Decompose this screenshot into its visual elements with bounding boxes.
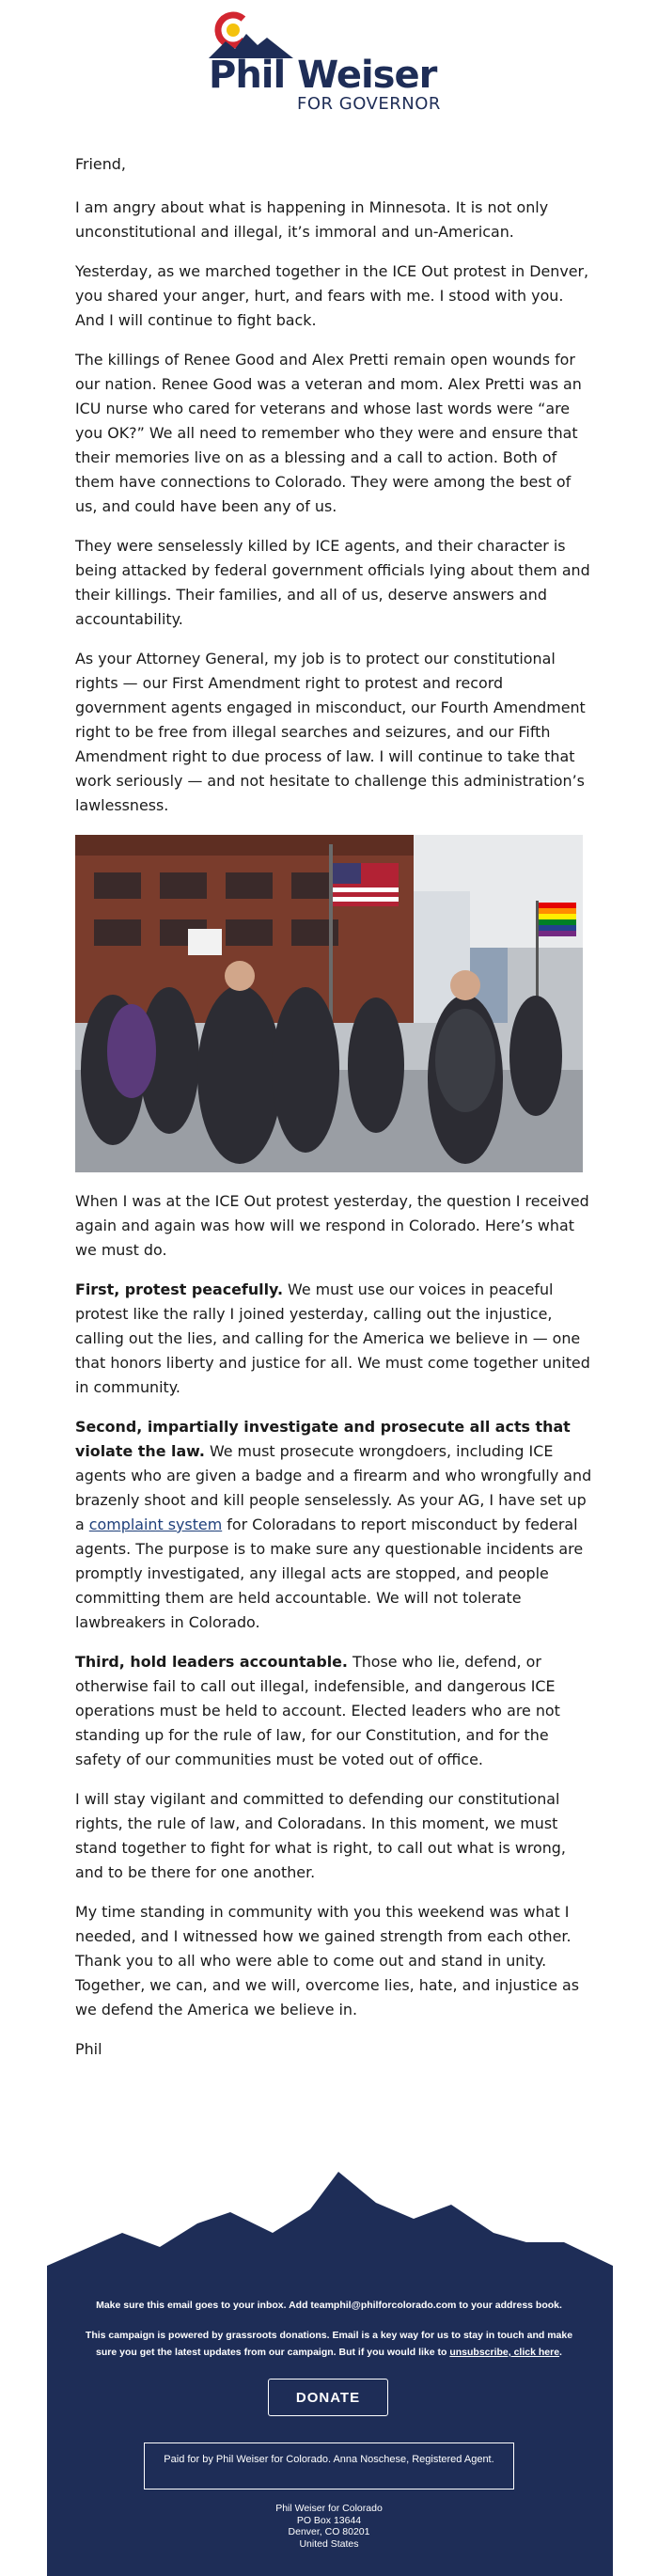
colorado-logo-icon bbox=[209, 9, 293, 58]
paragraph: The killings of Renee Good and Alex Pretti remain open wounds for our nation. Renee Good was a veteran and mom. Alex Pretti was an ICU nurse who cared for veterans and whose last words were “are you OK?” We all need to remember who they were and ensure that their memories live on as a blessing and a call to action. Both of them have connections to Colorado. They were among the best of us, and could have been any of us. bbox=[75, 351, 582, 515]
funding-note-end: . bbox=[559, 2347, 562, 2358]
bold-lead: Third, hold leaders accountable. bbox=[75, 1653, 348, 1671]
paragraph: As your Attorney General, my job is to protect our constitutional rights — our First Amendment right to protest and record government agents engaged in misconduct, our Fourth Amendment right to be free from illegal searches and seizures, and our Fifth Amendment right to due process of law. I will continue to take that work seriously — and not hesitate to challenge this administration’s lawlessness. bbox=[75, 650, 586, 814]
paragraph-text: We must prosecute wrongdoers, including ICE agents who are given a badge and a firearm and who wrongfully and brazenly shoot and kill people senselessly. As your AG, I have set up a bbox=[75, 1442, 592, 1533]
funding-note bbox=[80, 2327, 578, 2361]
paragraph: I will stay vigilant and committed to defending our constitutional rights, the rule of law, and Coloradans. In this moment, we must stand together to fight for what is right, to call out what is wrong, and to be there for one another. bbox=[75, 1790, 566, 1881]
paragraph bbox=[75, 1278, 592, 1400]
email-body bbox=[75, 152, 592, 2077]
bold-lead: Second, impartially investigate and prosecute all acts that violate the law. bbox=[75, 1418, 571, 1460]
bold-lead: First, protest peacefully. bbox=[75, 1280, 283, 1298]
mailing-address bbox=[188, 2503, 470, 2550]
logo-name: Phil Weiser bbox=[209, 54, 437, 97]
paid-for-disclaimer: Paid for by Phil Weiser for Colorado. Anna Noschese, Registered Agent. bbox=[144, 2442, 514, 2490]
paragraph: When I was at the ICE Out protest yesterday, the question I received again and again was how will we respond in Colorado. Here’s what we must do. bbox=[75, 1192, 589, 1259]
unsubscribe-link[interactable]: unsubscribe, click here bbox=[449, 2347, 560, 2358]
email-footer bbox=[0, 2167, 658, 2576]
inbox-note: Make sure this email goes to your inbox. Add teamphil@philforcolorado.com to your address book. bbox=[96, 2300, 562, 2311]
greeting: Friend, bbox=[75, 155, 126, 173]
paragraph-text: for Coloradans to report misconduct by federal agents. The purpose is to make sure any questionable incidents are promptly investigated, any illegal acts are stopped, and people committing them are held accountable. We will not tolerate lawbreakers in Colorado. bbox=[75, 1516, 584, 1631]
paragraph: They were senselessly killed by ICE agents, and their character is being attacked by federal government officials lying about them and their killings. Their families, and all of us, deserve answers and accountability. bbox=[75, 537, 590, 628]
paragraph bbox=[75, 1415, 592, 1635]
complaint-system-link[interactable]: complaint system bbox=[88, 1516, 223, 1533]
address-line: Denver, CO 80201 bbox=[288, 2526, 370, 2537]
signoff: Phil bbox=[75, 2040, 102, 2058]
logo-subtitle: FOR GOVERNOR bbox=[297, 94, 441, 114]
paragraph-text: We must use our voices in peaceful protest like the rally I joined yesterday, calling out the injustice, calling out the lies, and calling for the America we believe in — one that honors liberty and justice for all. We must come together united in community. bbox=[75, 1280, 590, 1396]
address-line: PO Box 13644 bbox=[296, 2514, 362, 2526]
protest-photo bbox=[75, 835, 583, 1172]
paragraph: Yesterday, as we marched together in the ICE Out protest in Denver, you shared your anger, hurt, and fears with me. I stood with you. And I will continue to fight back. bbox=[75, 262, 589, 329]
address-line: United States bbox=[299, 2537, 359, 2550]
paragraph bbox=[75, 1650, 592, 1772]
address-line: Phil Weiser for Colorado bbox=[275, 2503, 383, 2514]
donate-button[interactable]: DONATE bbox=[268, 2379, 388, 2416]
paragraph-text: Those who lie, defend, or otherwise fail to call out illegal, indefensible, and dangerous ICE operations must be held to account. Elected leaders who are not standing up for the rule of law, for our Constitution, and for the safety of our communities must be voted out of office. bbox=[75, 1653, 560, 1768]
email-header bbox=[0, 0, 658, 132]
funding-note-text: This campaign is powered by grassroots donations. Email is a key way for us to stay in touch and make sure you get the latest updates from our campaign. But if you would like to bbox=[85, 2330, 573, 2358]
paragraph: My time standing in community with you this weekend was what I needed, and I witnessed how we gained strength from each other. Thank you to all who were able to come out and stand in unity. Together, we can, and we will, overcome lies, hate, and injustice as we defend the America we believe in. bbox=[75, 1903, 580, 2018]
paragraph: I am angry about what is happening in Minnesota. It is not only unconstitutional and illegal, it’s immoral and un-American. bbox=[75, 198, 549, 241]
